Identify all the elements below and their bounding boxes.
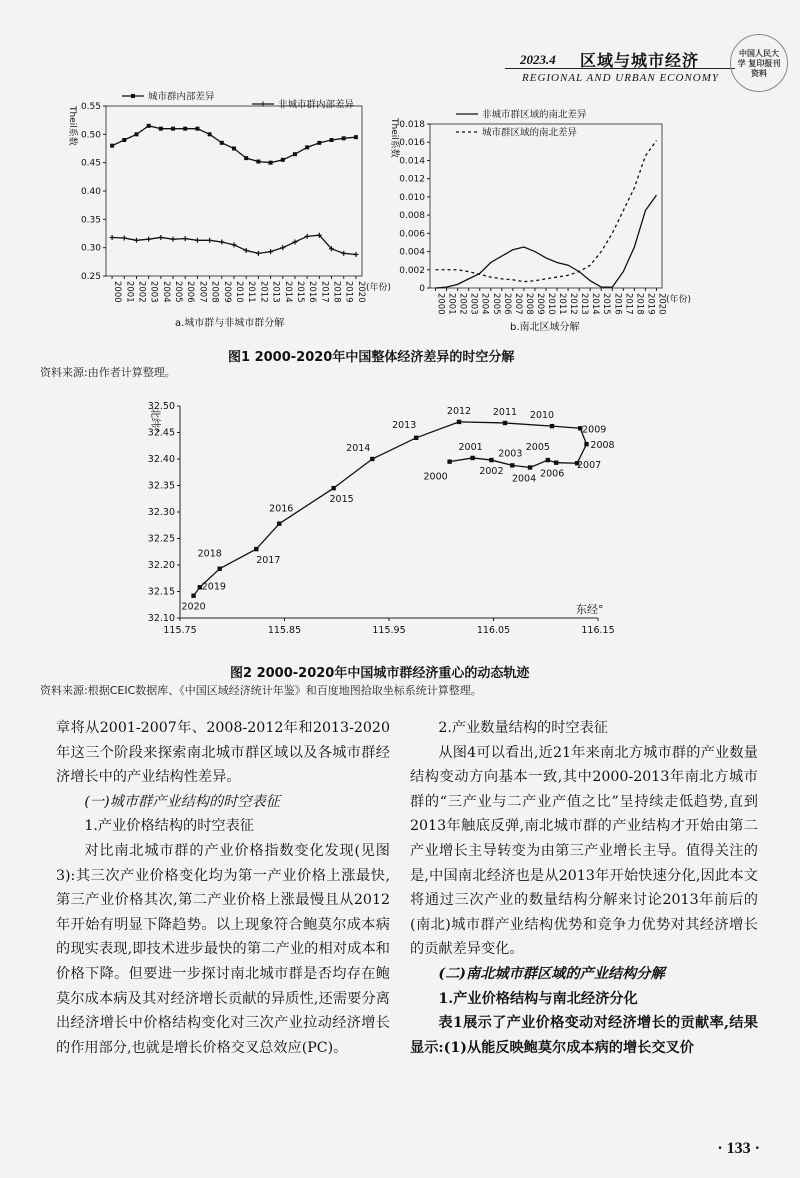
data-point (110, 235, 115, 240)
x-tick-label: 2016 (307, 281, 318, 303)
figure2-ylabel: 北纬° (149, 408, 160, 433)
x-tick-label: 2008 (209, 281, 220, 303)
figure2-plot (148, 401, 615, 636)
left-paragraph-2: 对比南北城市群的产业价格指数变化发现(见图3):其三次产业价格变化均为第一产业价格上涨最快,第三产业价格其次,第二产业价格上涨最慢且从2012年开始有明显下降趋势。以上现象符合鲍莫尔成本病的现实表现,即技术进步最快的第二产业的相对成本和价格下降。但要进一步探讨南北城市群是否均存在鲍莫尔成本病及其对经济增长贡献的异质性,还需要分离出经济增长中价格结构变化对三次产业拉动经济增长的作用部分,也就是增长价格交叉总效应(PC)。 (56, 842, 390, 1056)
panel-a-sublabel: a.城市群与非城市群分解 (175, 318, 285, 329)
x-tick-label: 2005 (490, 293, 501, 315)
point-year-label: 2015 (329, 494, 354, 506)
y-tick-label: 0.40 (80, 187, 101, 197)
x-tick-label: 2012 (568, 293, 579, 315)
right-paragraph-1: 从图4可以看出,近21年来南北方城市群的产业数量结构变动方向基本一致,其中2000-2013年南北方城市群的“三产业与二产业产值之比”呈持续走低趋势,直到2013年触底反弹,南北城市群的产业结构才开始由第二产业增长主导转变为由第三产业增长主导。值得关注的是,中国南北经济也是从2013年开始快速分化,因此本文将通过三次产业的数量结构分解来讨论2013年前后的(南北)城市群产业结构优势和竞争力优势对其经济增长的贡献差异变化。 (410, 744, 758, 958)
x-tick-label: 2013 (579, 293, 590, 315)
x-tick-label: 2001 (124, 281, 135, 303)
legend-label: 城市群内部差异 (148, 91, 215, 103)
x-axis-unit: (年份) (666, 295, 692, 305)
y-tick-label: 32.45 (147, 427, 175, 439)
header-rule (505, 68, 735, 69)
point-year-label: 2016 (269, 503, 294, 515)
data-point (457, 420, 461, 424)
data-point (220, 141, 224, 145)
data-point (232, 147, 236, 151)
figure1-panel-a (67, 91, 391, 303)
data-point (414, 436, 418, 440)
section-heading-1: (一)城市群产业结构的时空表征 (84, 793, 280, 810)
x-tick-label: 2014 (590, 293, 601, 315)
y-tick-label: 0.016 (399, 138, 425, 149)
y-tick-label: 0.45 (80, 158, 101, 169)
x-tick-label: 2003 (468, 293, 479, 315)
y-tick-label: 32.35 (147, 480, 175, 492)
point-year-label: 2004 (511, 473, 537, 485)
x-tick-label: 2007 (512, 293, 523, 315)
data-point (281, 158, 285, 162)
x-tick-label: 2019 (645, 293, 656, 315)
x-tick-label: 2011 (557, 293, 568, 315)
point-year-label: 2014 (346, 443, 371, 454)
x-tick-label: 2017 (319, 281, 330, 303)
data-point (244, 248, 249, 253)
legend-label: 非城市群区域的南北差异 (482, 109, 587, 121)
x-tick-label: 2011 (246, 281, 257, 303)
legend-label: 城市群区域的南北差异 (482, 127, 578, 139)
data-point (147, 124, 151, 128)
figure1 (40, 90, 740, 340)
x-tick-label: 2018 (331, 281, 342, 303)
data-point (110, 144, 114, 148)
figure1-panel-b (389, 109, 691, 315)
x-tick-label: 2000 (112, 281, 123, 303)
x-tick-label: 2004 (479, 293, 490, 315)
data-point (191, 594, 195, 598)
y-tick-label: 32.10 (147, 613, 175, 624)
data-point (584, 442, 588, 446)
x-tick-label: 2019 (343, 281, 354, 303)
data-point (330, 138, 334, 142)
x-tick-label: 2020 (355, 281, 366, 303)
data-point (550, 424, 554, 428)
data-point (528, 465, 532, 469)
x-tick-label: 2006 (501, 293, 512, 315)
data-point (208, 132, 212, 136)
x-tick-label: 2018 (634, 293, 645, 315)
left-paragraph-1: 章将从2001-2007年、2008-2012年和2013-2020年这三个阶段来探索南北城市群区域以及各城市群经济增长中的产业结构性差异。 (56, 720, 390, 786)
y-tick-label: 0.50 (80, 130, 101, 141)
journal-subtitle: REGIONAL AND URBAN ECONOMY (522, 72, 720, 84)
x-tick-label: 2012 (258, 281, 269, 303)
section-heading-2: (二)南北城市群区域的产业结构分解 (438, 965, 665, 982)
data-point (370, 457, 374, 461)
data-point (218, 567, 222, 571)
point-year-label: 2007 (577, 460, 602, 472)
legend-marker (131, 94, 135, 98)
data-point (256, 251, 261, 256)
point-year-label: 2010 (529, 410, 555, 422)
subsection-heading-3: 1.产业价格结构与南北经济分化 (438, 990, 638, 1007)
data-point (277, 521, 281, 525)
data-point (554, 461, 558, 465)
point-year-label: 2006 (540, 468, 565, 480)
figure2-caption: 图2 2000-2020年中国城市群经济重心的动态轨迹 (230, 666, 530, 681)
data-point (269, 161, 273, 165)
legend-label: 非城市群内部差异 (278, 99, 355, 111)
left-column (56, 716, 390, 1060)
point-year-label: 2020 (181, 601, 206, 613)
data-point (268, 249, 273, 254)
y-tick-label: 32.30 (147, 507, 175, 518)
x-tick-label: 2002 (457, 293, 468, 315)
y-tick-label: 32.20 (147, 560, 175, 571)
x-tick-label: 2016 (612, 293, 623, 315)
page-number: · 133 · (717, 1140, 760, 1157)
y-tick-label: 0.014 (399, 156, 425, 167)
journal-logo (730, 34, 788, 92)
data-point (159, 127, 163, 131)
data-point (183, 127, 187, 131)
data-point (447, 459, 451, 463)
data-point (122, 236, 127, 241)
journal-title: 区域与城市经济 (580, 51, 700, 70)
x-tick-label: 2017 (623, 293, 634, 315)
right-paragraph-2: 表1展示了产业价格变动对经济增长的贡献率,结果显示:(1)从能反映鲍莫尔成本病的增长交叉价 (410, 1015, 758, 1056)
x-tick-label: 2004 (160, 281, 171, 303)
data-point (195, 238, 200, 243)
figure1-caption: 图1 2000-2020年中国整体经济差异的时空分解 (228, 350, 515, 365)
x-tick-label: 2010 (546, 293, 556, 315)
x-tick-label: 2002 (136, 281, 147, 303)
y-tick-label: 0.55 (80, 102, 101, 112)
panel-b-ylabel: Theil系数 (389, 118, 399, 158)
figure1-source: 资料来源:由作者计算整理。 (40, 366, 176, 379)
point-year-label: 2002 (479, 466, 504, 478)
data-point (219, 240, 224, 245)
data-point (232, 242, 237, 247)
x-tick-label: 2009 (534, 293, 545, 315)
x-tick-label: 2006 (185, 281, 196, 303)
x-tick-label: 2000 (435, 293, 446, 315)
data-point (134, 132, 138, 136)
data-point (280, 245, 285, 250)
point-year-label: 2005 (525, 442, 550, 454)
point-year-label: 2003 (498, 448, 523, 460)
y-tick-label: 32.25 (147, 533, 175, 545)
point-year-label: 2018 (197, 548, 222, 560)
point-year-label: 2001 (458, 441, 483, 453)
y-tick-label: 0.004 (399, 247, 425, 258)
x-tick-label: 2015 (601, 293, 612, 315)
x-tick-label: 115.75 (163, 625, 197, 636)
x-axis-unit: (年份) (366, 283, 392, 293)
data-point (342, 136, 346, 140)
y-tick-label: 0.010 (399, 192, 425, 203)
data-point (254, 547, 258, 551)
y-tick-label: 0 (419, 284, 425, 294)
journal-issue: 2023.4 (520, 52, 556, 67)
y-tick-label: 0.25 (80, 272, 101, 282)
data-point (503, 421, 507, 425)
y-tick-label: 0.012 (399, 174, 425, 185)
data-point (195, 127, 199, 131)
data-point (292, 240, 297, 245)
y-tick-label: 0.006 (399, 229, 425, 240)
y-tick-label: 0.008 (399, 211, 425, 222)
right-column (410, 716, 758, 1060)
data-point (256, 160, 260, 164)
data-point (341, 251, 346, 256)
point-year-label: 2008 (590, 440, 615, 452)
x-tick-label: 2015 (294, 281, 305, 303)
x-tick-label: 115.85 (267, 625, 302, 636)
data-point (207, 238, 212, 243)
subsection-heading-1: 1.产业价格结构的时空表征 (84, 818, 254, 835)
point-year-label: 2000 (423, 471, 448, 483)
data-point (134, 238, 139, 243)
data-point (331, 486, 335, 490)
data-point (122, 138, 126, 142)
data-point (171, 237, 176, 242)
data-point (158, 235, 163, 240)
data-point (183, 236, 188, 241)
figure2 (100, 390, 660, 650)
x-tick-label: 2013 (270, 281, 281, 303)
data-point (171, 127, 175, 131)
plot-frame (106, 106, 362, 276)
data-point (353, 252, 358, 257)
figure2-source: 资料来源:根据CEIC数据库、《中国区域经济统计年鉴》和百度地图拾取坐标系统计算整理。 (40, 684, 482, 697)
data-point (510, 463, 514, 467)
point-year-label: 2019 (201, 581, 226, 593)
data-point (305, 145, 309, 149)
point-year-label: 2017 (256, 555, 281, 567)
x-tick-label: 2007 (197, 281, 208, 303)
data-point (305, 234, 310, 239)
x-tick-label: 2010 (234, 281, 244, 303)
subsection-heading-2: 2.产业数量结构的时空表征 (438, 720, 608, 736)
y-tick-label: 32.15 (147, 586, 175, 598)
series-line-1 (436, 195, 657, 288)
x-tick-label: 2001 (446, 293, 457, 315)
x-tick-label: 2020 (656, 293, 667, 315)
data-point (146, 237, 151, 242)
x-tick-label: 2005 (173, 281, 184, 303)
y-tick-label: 32.50 (147, 401, 175, 412)
y-tick-label: 0.30 (80, 243, 101, 254)
logo-text: 中国人民大学 复印报刊资料 (737, 49, 781, 78)
point-year-label: 2012 (446, 405, 472, 417)
point-year-label: 2011 (492, 406, 518, 418)
y-tick-label: 0.018 (399, 120, 425, 130)
x-tick-label: 115.95 (372, 625, 406, 636)
x-tick-label: 2003 (148, 281, 159, 303)
x-tick-label: 116.15 (581, 625, 615, 636)
series-line-2 (436, 140, 657, 281)
y-tick-label: 0.002 (399, 265, 425, 276)
y-tick-label: 32.40 (147, 454, 175, 465)
x-tick-label: 2014 (282, 281, 293, 303)
point-year-label: 2009 (582, 424, 607, 436)
x-tick-label: 2008 (523, 293, 534, 315)
point-year-label: 2013 (392, 419, 417, 431)
figure2-xlabel: 东经° (576, 603, 604, 616)
x-tick-label: 116.05 (476, 625, 511, 636)
data-point (244, 156, 248, 160)
panel-b-sublabel: b.南北区域分解 (510, 322, 580, 333)
data-point (470, 456, 474, 460)
data-point (317, 141, 321, 145)
y-tick-label: 0.35 (80, 215, 101, 226)
data-point (293, 152, 297, 156)
x-tick-label: 2009 (221, 281, 232, 303)
data-point (546, 458, 550, 462)
data-point (354, 135, 358, 139)
panel-a-ylabel: Theil系数 (67, 106, 77, 146)
data-point (489, 458, 493, 462)
